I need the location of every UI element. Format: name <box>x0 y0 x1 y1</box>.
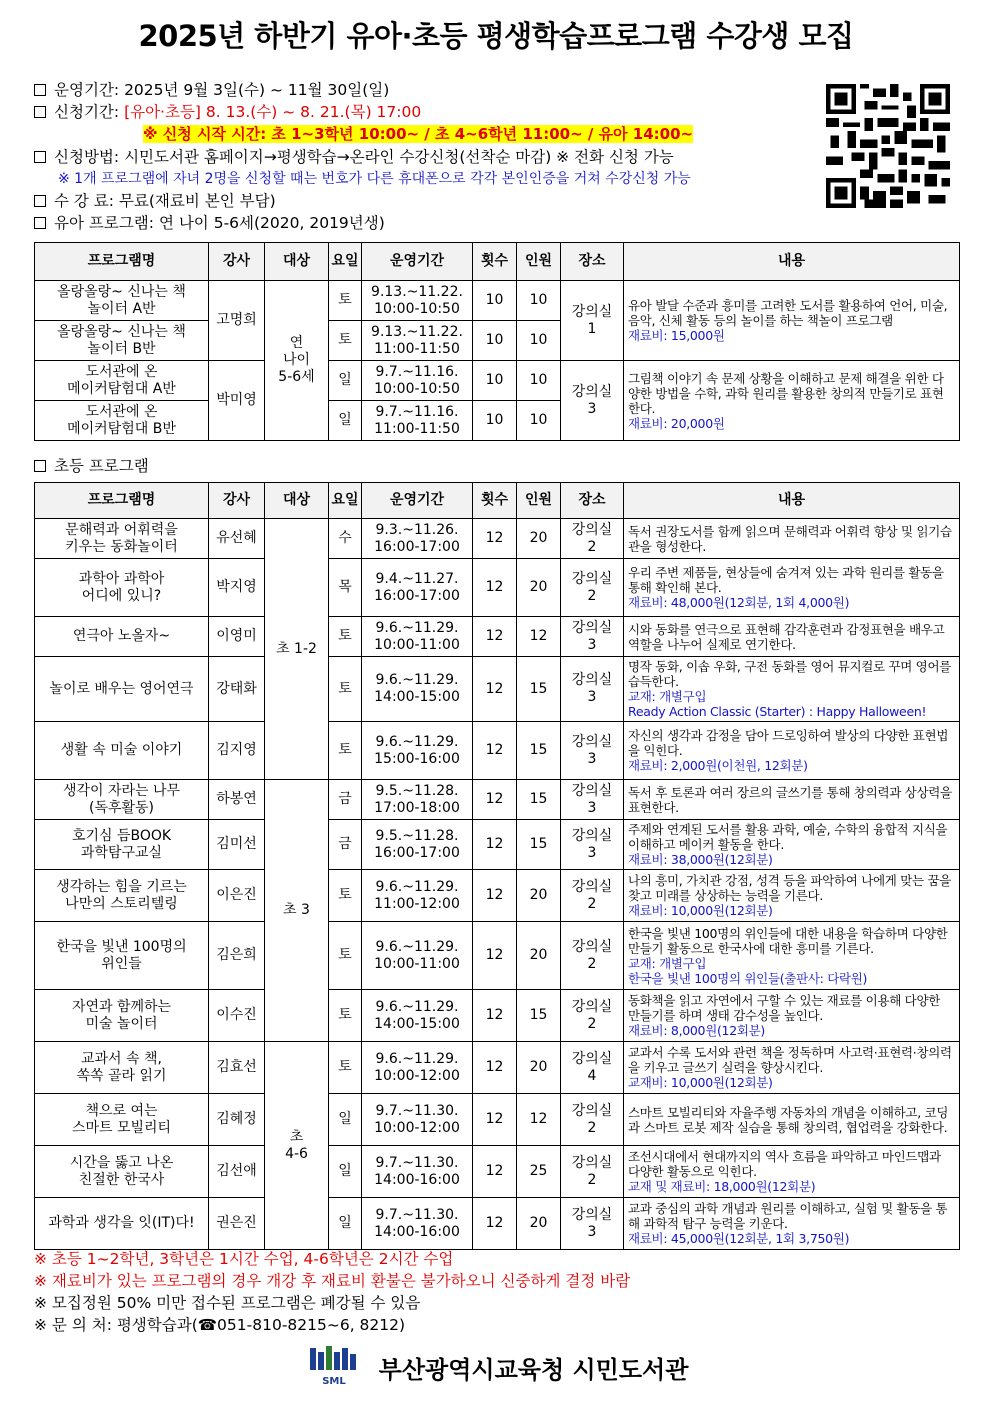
table-row <box>35 990 960 1042</box>
day-cell: 토 <box>329 1042 362 1094</box>
day-cell: 토 <box>329 922 362 990</box>
program-name: 놀이로 배우는 영어연극 <box>35 657 209 722</box>
capacity-cell: 10 <box>517 321 561 361</box>
room-cell: 강의실 2 <box>561 870 624 922</box>
capacity-cell: 15 <box>517 820 561 870</box>
fee-text: 교재: 개별구입 한국을 빛낸 100명의 위인들(출판사: 다락원) <box>628 955 868 986</box>
period-cell: 9.6.~11.29. 11:00-12:00 <box>362 870 473 922</box>
teacher-name: 김미선 <box>209 820 265 870</box>
day-cell: 토 <box>329 990 362 1042</box>
capacity-cell: 20 <box>517 1198 561 1250</box>
teacher-name: 김혜정 <box>209 1094 265 1146</box>
count-cell: 12 <box>473 617 517 657</box>
header-cell: 횟수 <box>473 243 517 281</box>
count-cell: 12 <box>473 1094 517 1146</box>
count-cell: 12 <box>473 820 517 870</box>
table-row <box>35 617 960 657</box>
capacity-cell: 12 <box>517 617 561 657</box>
fee-text: 교재 및 재료비: 18,000원(12회분) <box>628 1179 816 1194</box>
content-text: 명작 동화, 이솝 우화, 구전 동화를 영어 뮤지컬로 꾸며 영어를 습득한다. <box>628 659 952 689</box>
checkbox-bullet <box>34 84 46 96</box>
day-cell: 수 <box>329 519 362 559</box>
content-cell <box>624 820 960 870</box>
program-name: 도서관에 온 메이커탐험대 A반 <box>35 361 209 401</box>
header-cell: 요일 <box>329 243 362 281</box>
content-text: 스마트 모빌리티와 자율주행 자동차의 개념을 이해하고, 코딩과 스마트 로봇 제작 실습을 통해 창의력, 협업력을 강화한다. <box>628 1104 949 1135</box>
table-row <box>35 1042 960 1094</box>
period-cell: 9.4.~11.27. 16:00-17:00 <box>362 559 473 617</box>
capacity-cell: 10 <box>517 361 561 401</box>
content-cell <box>624 519 960 559</box>
day-cell: 토 <box>329 321 362 361</box>
count-cell: 12 <box>473 870 517 922</box>
note-item: ※ 문 의 처: 평생학습과(☎051-810-8215~6, 8212) <box>34 1316 406 1334</box>
target-cell: 초 1-2 <box>265 519 329 780</box>
program-name: 생각이 자라는 나무 (독후활동) <box>35 780 209 820</box>
teacher-name: 하봉연 <box>209 780 265 820</box>
program-name: 문해력과 어휘력을 키우는 동화놀이터 <box>35 519 209 559</box>
header-cell: 요일 <box>329 483 362 519</box>
count-cell: 12 <box>473 922 517 990</box>
content-cell <box>624 657 960 722</box>
room-cell: 강의실 3 <box>561 617 624 657</box>
target-cell: 초 3 <box>265 780 329 1042</box>
program-name: 시간을 뚫고 나온 친절한 한국사 <box>35 1146 209 1198</box>
apply-start-note: ※ 신청 시작 시간: 초 1~3학년 10:00~ / 초 4~6학년 11:00~ / 유아 14:00~ <box>143 125 694 143</box>
fee-text: 재료비: 2,000원(이천원, 12회분) <box>628 758 808 773</box>
count-cell: 12 <box>473 519 517 559</box>
note-item: ※ 재료비가 있는 프로그램의 경우 개강 후 재료비 환불은 불가하오니 신중하게 결정 바람 <box>34 1272 631 1290</box>
teacher-name: 이영미 <box>209 617 265 657</box>
fee-text: 재료비: 8,000원(12회분) <box>628 1023 765 1038</box>
header-cell: 인원 <box>517 243 561 281</box>
day-cell: 금 <box>329 780 362 820</box>
teacher-name: 박미영 <box>209 361 265 441</box>
header-cell: 내용 <box>624 243 960 281</box>
table-row <box>35 519 960 559</box>
table-row <box>35 780 960 820</box>
room-cell: 강의실 3 <box>561 657 624 722</box>
program-name: 올랑올랑~ 신나는 책 놀이터 A반 <box>35 281 209 321</box>
capacity-cell: 10 <box>517 281 561 321</box>
content-text: 동화책을 읽고 자연에서 구할 수 있는 재료를 이용해 다양한 만들기를 하며 생태 감수성을 높인다. <box>628 993 940 1023</box>
period-cell: 9.7.~11.30. 10:00-12:00 <box>362 1094 473 1146</box>
room-cell: 강의실 3 <box>561 722 624 780</box>
room-cell: 강의실 2 <box>561 519 624 559</box>
room-cell: 강의실 2 <box>561 1094 624 1146</box>
count-cell: 12 <box>473 657 517 722</box>
teacher-name: 유선혜 <box>209 519 265 559</box>
program-name: 올랑올랑~ 신나는 책 놀이터 B반 <box>35 321 209 361</box>
table-row <box>35 722 960 780</box>
day-cell: 토 <box>329 281 362 321</box>
teacher-name: 김효선 <box>209 1042 265 1094</box>
teacher-name: 김은희 <box>209 922 265 990</box>
table-header-row <box>35 483 960 519</box>
period-cell: 9.6.~11.29. 10:00-12:00 <box>362 1042 473 1094</box>
note-item: ※ 모집정원 50% 미만 접수된 프로그램은 폐강될 수 있음 <box>34 1294 421 1312</box>
program-name: 생활 속 미술 이야기 <box>35 722 209 780</box>
content-text: 독서 권장도서를 함께 읽으며 문해력과 어휘력 향상 및 읽기습관을 형성한다. <box>628 523 952 554</box>
content-cell <box>624 361 960 441</box>
header-cell: 강사 <box>209 243 265 281</box>
fee-line: 수 강 료: 무료(재료비 본인 부담) <box>34 191 276 212</box>
teacher-name: 박지영 <box>209 559 265 617</box>
day-cell: 토 <box>329 617 362 657</box>
checkbox-bullet <box>34 195 46 207</box>
target-cell: 연 나이 5-6세 <box>265 281 329 441</box>
program-name: 과학과 생각을 잇(IT)다! <box>35 1198 209 1250</box>
count-cell: 10 <box>473 401 517 441</box>
table-row <box>35 922 960 990</box>
table-row <box>35 1198 960 1250</box>
content-text: 그림책 이야기 속 문제 상황을 이해하고 문제 해결을 위한 다양한 방법을 수학, 과학 원리를 활용한 창의적 만들기로 표현한다. <box>628 370 944 416</box>
capacity-cell: 10 <box>517 401 561 441</box>
count-cell: 12 <box>473 1146 517 1198</box>
teacher-name: 고명희 <box>209 281 265 361</box>
day-cell: 일 <box>329 361 362 401</box>
page-title: 2025년 하반기 유아·초등 평생학습프로그램 수강생 모집 <box>138 19 854 53</box>
room-cell: 강의실 2 <box>561 559 624 617</box>
period-cell: 9.6.~11.29. 10:00-11:00 <box>362 922 473 990</box>
header-cell: 장소 <box>561 243 624 281</box>
qr-code-icon[interactable] <box>826 84 950 208</box>
period-cell: 9.5.~11.28. 16:00-17:00 <box>362 820 473 870</box>
count-cell: 12 <box>473 722 517 780</box>
content-text: 나의 흥미, 가치관 강점, 성격 등을 파악하여 나에게 맞는 꿈을 찾고 미래를 상상하는 능력을 기른다. <box>628 873 952 903</box>
table-row <box>35 1146 960 1198</box>
elem-program-line: 초등 프로그램 <box>34 456 149 477</box>
day-cell: 금 <box>329 820 362 870</box>
program-name: 연극아 노올자~ <box>35 617 209 657</box>
table-row <box>35 361 960 401</box>
content-cell <box>624 722 960 780</box>
day-cell: 일 <box>329 1198 362 1250</box>
capacity-cell: 20 <box>517 519 561 559</box>
count-cell: 10 <box>473 281 517 321</box>
content-cell <box>624 1042 960 1094</box>
day-cell: 일 <box>329 1146 362 1198</box>
content-cell <box>624 1198 960 1250</box>
day-cell: 일 <box>329 401 362 441</box>
header-cell: 장소 <box>561 483 624 519</box>
program-name: 한국을 빛낸 100명의 위인들 <box>35 922 209 990</box>
table-row <box>35 870 960 922</box>
program-name: 책으로 여는 스마트 모빌리티 <box>35 1094 209 1146</box>
checkbox-bullet <box>34 151 46 163</box>
capacity-cell: 25 <box>517 1146 561 1198</box>
period-cell: 9.7.~11.16. 11:00-11:50 <box>362 401 473 441</box>
count-cell: 10 <box>473 361 517 401</box>
program-name: 호기심 듬BOOK 과학탐구교실 <box>35 820 209 870</box>
period-line: 운영기간: 2025년 9월 3일(수) ~ 11월 30일(일) <box>34 80 389 101</box>
content-text: 유아 발달 수준과 흥미를 고려한 도서를 활용하여 언어, 미술, 음악, 신체 활동 등의 놀이를 하는 책놀이 프로그램 <box>628 298 948 328</box>
count-cell: 12 <box>473 780 517 820</box>
table-row <box>35 559 960 617</box>
day-cell: 토 <box>329 722 362 780</box>
table-row <box>35 820 960 870</box>
fee-text: 재료비: 38,000원(12회분) <box>628 852 773 867</box>
capacity-cell: 20 <box>517 1042 561 1094</box>
teacher-name: 김선애 <box>209 1146 265 1198</box>
logo-text: SML <box>321 1376 346 1387</box>
period-cell: 9.6.~11.29. 14:00-15:00 <box>362 990 473 1042</box>
content-text: 교과 중심의 과학 개념과 원리를 이해하고, 실험 및 활동을 통해 과학적 탐구 능력을 키운다. <box>628 1201 948 1231</box>
count-cell: 10 <box>473 321 517 361</box>
method-line: 신청방법: 시민도서관 홈페이지→평생학습→온라인 수강신청(선착순 마감) ※ 전화 신청 가능 <box>34 147 674 168</box>
program-name: 과학아 과학아 어디에 있니? <box>35 559 209 617</box>
capacity-cell: 20 <box>517 559 561 617</box>
content-cell <box>624 780 960 820</box>
content-cell <box>624 922 960 990</box>
program-name: 생각하는 힘을 기르는 나만의 스토리텔링 <box>35 870 209 922</box>
content-text: 조선시대에서 현대까지의 역사 흐름을 파악하고 마인드맵과 다양한 활동으로 익힌다. <box>628 1149 941 1179</box>
fee-text: 재료비: 45,000원(12회분, 1회 3,750원) <box>628 1231 850 1246</box>
day-cell: 목 <box>329 559 362 617</box>
room-cell: 강의실 1 <box>561 281 624 361</box>
room-cell: 강의실 3 <box>561 820 624 870</box>
program-name: 자연과 함께하는 미술 놀이터 <box>35 990 209 1042</box>
content-cell <box>624 1094 960 1146</box>
teacher-name: 이수진 <box>209 990 265 1042</box>
content-text: 우리 주변 제품들, 현상들에 숨겨져 있는 과학 원리를 활동을 통해 확인해 본다. <box>628 565 944 595</box>
count-cell: 12 <box>473 559 517 617</box>
period-cell: 9.7.~11.16. 10:00-10:50 <box>362 361 473 401</box>
period-cell: 9.3.~11.26. 16:00-17:00 <box>362 519 473 559</box>
child-program-line: 유아 프로그램: 연 나이 5-6세(2020, 2019년생) <box>34 213 385 234</box>
header-cell: 대상 <box>265 243 329 281</box>
count-cell: 12 <box>473 1198 517 1250</box>
library-logo-icon <box>304 1346 364 1388</box>
table-header-row <box>35 243 960 281</box>
room-cell: 강의실 3 <box>561 780 624 820</box>
period-cell: 9.7.~11.30. 14:00-16:00 <box>362 1146 473 1198</box>
note-item: ※ 초등 1~2학년, 3학년은 1시간 수업, 4-6학년은 2시간 수업 <box>34 1250 454 1268</box>
period-cell: 9.6.~11.29. 15:00-16:00 <box>362 722 473 780</box>
day-cell: 토 <box>329 657 362 722</box>
content-text: 시와 동화를 연극으로 표현해 감각훈련과 감정표현을 배우고 역할을 나누어 실제로 연기한다. <box>628 621 945 652</box>
content-cell <box>624 281 960 361</box>
fee-text: 재료비: 15,000원 <box>628 328 725 343</box>
fee-text: 교재: 개별구입 Ready Action Classic (Starter) : Happy Halloween! <box>628 689 927 719</box>
content-text: 교과서 수록 도서와 관련 책을 정독하며 사고력·표현력·창의력을 키우고 글쓰기 실력을 향상시킨다. <box>628 1045 952 1075</box>
teacher-name: 김지영 <box>209 722 265 780</box>
elem-program-table <box>34 482 960 1250</box>
capacity-cell: 15 <box>517 990 561 1042</box>
period-cell: 9.6.~11.29. 10:00-11:00 <box>362 617 473 657</box>
content-cell <box>624 617 960 657</box>
content-text: 한국을 빛낸 100명의 위인들에 대한 내용을 학습하며 다양한 만들기 활동으로 한국사에 대한 흥미를 기른다. <box>628 925 948 956</box>
fee-text: 재료비: 48,000원(12회분, 1회 4,000원) <box>628 595 850 610</box>
room-cell: 강의실 3 <box>561 361 624 441</box>
room-cell: 강의실 3 <box>561 1198 624 1250</box>
room-cell: 강의실 2 <box>561 922 624 990</box>
header-cell: 인원 <box>517 483 561 519</box>
checkbox-bullet <box>34 460 46 472</box>
content-cell <box>624 1146 960 1198</box>
header-cell: 프로그램명 <box>35 243 209 281</box>
capacity-cell: 12 <box>517 1094 561 1146</box>
content-text: 독서 후 토론과 여러 장르의 글쓰기를 통해 창의력과 상상력을 표현한다. <box>628 784 952 815</box>
room-cell: 강의실 4 <box>561 1042 624 1094</box>
fee-text: 교재비: 10,000원(12회분) <box>628 1075 773 1090</box>
capacity-cell: 15 <box>517 657 561 722</box>
checkbox-bullet <box>34 217 46 229</box>
day-cell: 토 <box>329 870 362 922</box>
table-row <box>35 657 960 722</box>
period-cell: 9.13.~11.22. 11:00-11:50 <box>362 321 473 361</box>
header-cell: 내용 <box>624 483 960 519</box>
content-cell <box>624 990 960 1042</box>
header-cell: 대상 <box>265 483 329 519</box>
fee-text: 재료비: 20,000원 <box>628 415 725 431</box>
capacity-cell: 15 <box>517 722 561 780</box>
header-cell: 횟수 <box>473 483 517 519</box>
period-cell: 9.7.~11.30. 14:00-16:00 <box>362 1198 473 1250</box>
period-cell: 9.6.~11.29. 14:00-15:00 <box>362 657 473 722</box>
count-cell: 12 <box>473 1042 517 1094</box>
teacher-name: 이은진 <box>209 870 265 922</box>
table-row <box>35 1094 960 1146</box>
room-cell: 강의실 2 <box>561 1146 624 1198</box>
notes <box>34 1248 630 1336</box>
header-cell: 운영기간 <box>362 483 473 519</box>
header-cell: 프로그램명 <box>35 483 209 519</box>
room-cell: 강의실 2 <box>561 990 624 1042</box>
org-name: 부산광역시교육청 시민도서관 <box>378 1355 689 1384</box>
footer <box>0 1346 992 1388</box>
content-text: 주제와 연계된 도서를 활용 과학, 예술, 수학의 융합적 지식을 이해하고 메이커 활동을 한다. <box>628 822 948 852</box>
capacity-cell: 20 <box>517 870 561 922</box>
content-cell <box>624 870 960 922</box>
teacher-name: 강태화 <box>209 657 265 722</box>
table-row <box>35 281 960 321</box>
method-note: ※ 1개 프로그램에 자녀 2명을 신청할 때는 번호가 다른 휴대폰으로 각각 본인인증을 거쳐 수강신청 가능 <box>58 171 691 187</box>
header-cell: 강사 <box>209 483 265 519</box>
program-name: 도서관에 온 메이커탐험대 B반 <box>35 401 209 441</box>
content-text: 자신의 생각과 감정을 담아 드로잉하여 발상의 다양한 표현법을 익힌다. <box>628 728 949 758</box>
capacity-cell: 15 <box>517 780 561 820</box>
header-cell: 운영기간 <box>362 243 473 281</box>
day-cell: 일 <box>329 1094 362 1146</box>
target-cell: 초 4-6 <box>265 1042 329 1250</box>
program-name: 교과서 속 책, 쏙쏙 골라 읽기 <box>35 1042 209 1094</box>
capacity-cell: 20 <box>517 922 561 990</box>
content-cell <box>624 559 960 617</box>
fee-text: 재료비: 10,000원(12회분) <box>628 903 773 918</box>
apply-line: 신청기간: [유아·초등] 8. 13.(수) ~ 8. 21.(목) 17:00 <box>34 102 421 123</box>
period-cell: 9.5.~11.28. 17:00-18:00 <box>362 780 473 820</box>
count-cell: 12 <box>473 990 517 1042</box>
checkbox-bullet <box>34 106 46 118</box>
period-cell: 9.13.~11.22. 10:00-10:50 <box>362 281 473 321</box>
child-program-table <box>34 242 960 441</box>
teacher-name: 권은진 <box>209 1198 265 1250</box>
